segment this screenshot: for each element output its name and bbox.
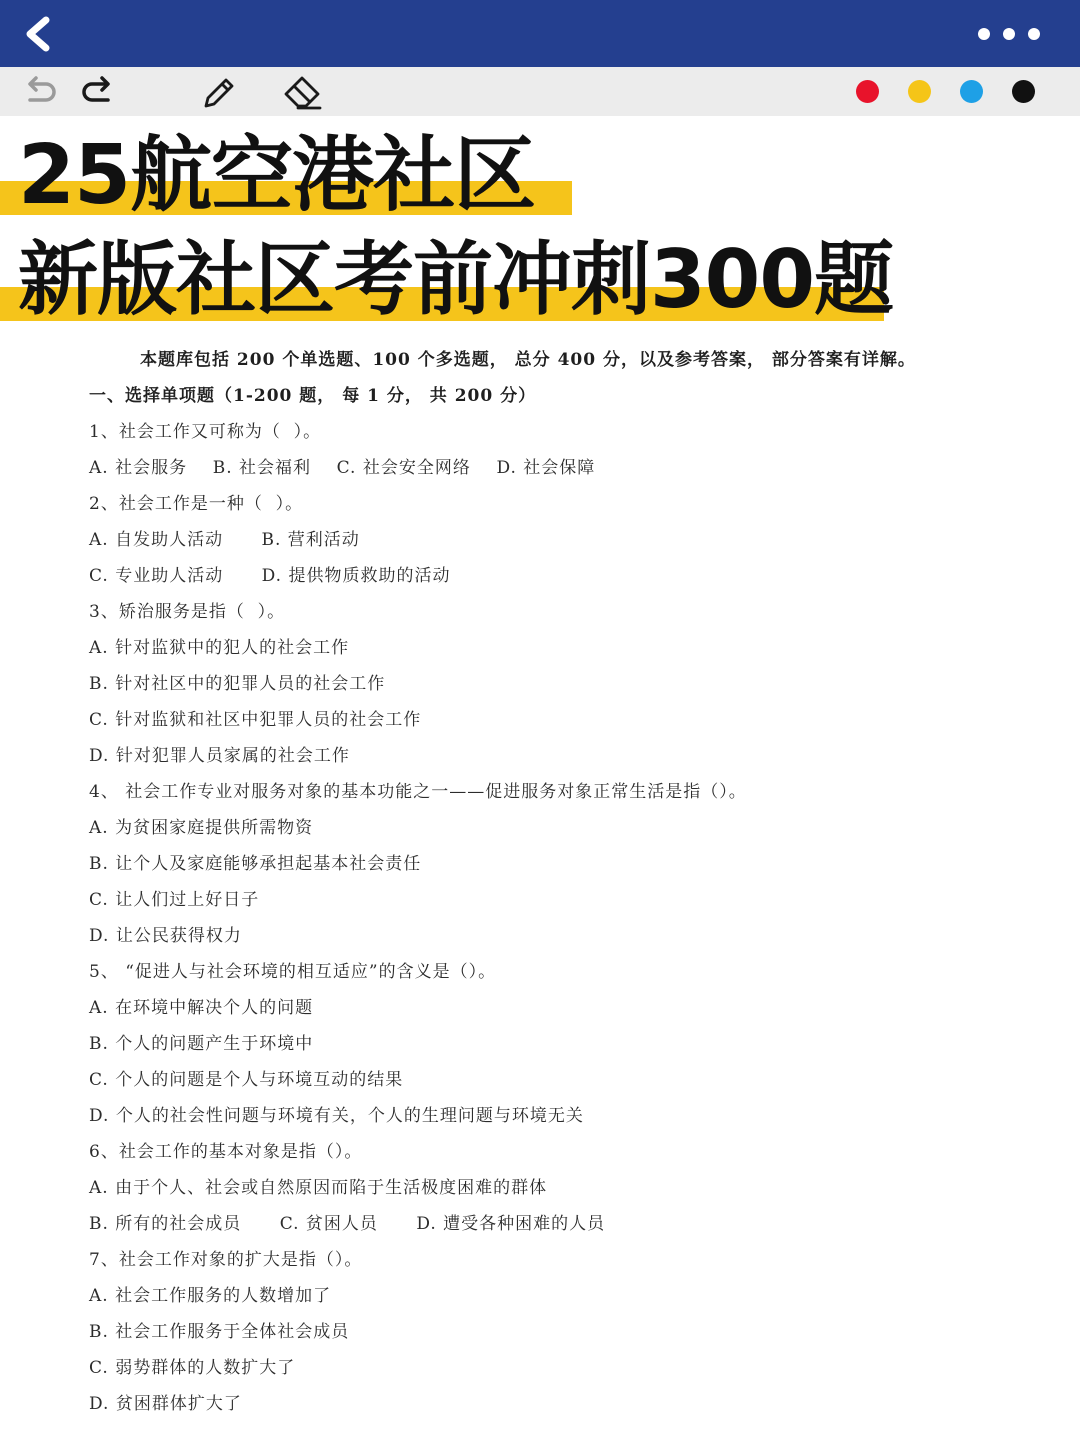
more-options-button[interactable]: [974, 20, 1044, 48]
more-dots-icon: [974, 20, 1044, 48]
intro-text: 本题库包括 200 个单选题、100 个多选题， 总分 400 分，以及参考答案， 部分答案有详解。: [140, 350, 916, 370]
color-swatch-yellow[interactable]: [908, 80, 931, 103]
color-swatch-red[interactable]: [856, 80, 879, 103]
option-line: B. 个人的问题产生于环境中: [89, 1034, 314, 1054]
color-swatch-black[interactable]: [1012, 80, 1035, 103]
option-line: A. 社会工作服务的人数增加了: [89, 1286, 332, 1306]
back-button[interactable]: [14, 10, 62, 58]
option-line: A. 由于个人、社会或自然原因而陷于生活极度困难的群体: [89, 1178, 548, 1198]
question-line: 5、 “促进人与社会环境的相互适应”的含义是（）。: [89, 962, 497, 982]
option-line: C. 弱势群体的人数扩大了: [89, 1358, 296, 1378]
color-swatch-blue[interactable]: [960, 80, 983, 103]
option-line: D. 个人的社会性问题与环境有关，个人的生理问题与环境无关: [89, 1106, 584, 1126]
question-line: 4、 社会工作专业对服务对象的基本功能之一——促进服务对象正常生活是指（）。: [89, 782, 747, 802]
question-line: 7、社会工作对象的扩大是指（）。: [89, 1250, 363, 1270]
option-line: B. 所有的社会成员 C. 贫困人员 D. 遭受各种困难的人员: [89, 1214, 606, 1234]
redo-icon: [78, 72, 118, 112]
option-line: C. 个人的问题是个人与环境互动的结果: [89, 1070, 404, 1090]
question-line: 3、矫治服务是指（ ）。: [89, 602, 286, 622]
page-title-line-1: 25航空港社区: [18, 128, 536, 223]
question-line: 1、社会工作又可称为（ ）。: [89, 422, 322, 442]
option-line: C. 针对监狱和社区中犯罪人员的社会工作: [89, 710, 422, 730]
question-line: 6、社会工作的基本对象是指（）。: [89, 1142, 363, 1162]
option-line: B. 针对社区中的犯罪人员的社会工作: [89, 674, 386, 694]
section-heading: 一、选择单项题（1-200 题， 每 1 分， 共 200 分）: [89, 386, 537, 406]
option-line: C. 专业助人活动 D. 提供物质救助的活动: [89, 566, 451, 586]
option-line: A. 自发助人活动 B. 营利活动: [89, 530, 360, 550]
question-line: 2、社会工作是一种（ ）。: [89, 494, 304, 514]
pen-tool-button[interactable]: [198, 72, 238, 112]
option-line: D. 针对犯罪人员家属的社会工作: [89, 746, 350, 766]
undo-icon: [20, 72, 60, 112]
option-line: B. 让个人及家庭能够承担起基本社会责任: [89, 854, 422, 874]
option-line: C. 让人们过上好日子: [89, 890, 260, 910]
option-line: A. 为贫困家庭提供所需物资: [89, 818, 314, 838]
option-line: D. 让公民获得权力: [89, 926, 242, 946]
eraser-tool-button[interactable]: [282, 72, 322, 112]
page-title-line-2: 新版社区考前冲刺300题: [18, 233, 893, 326]
pen-icon: [198, 72, 238, 112]
option-line: A. 在环境中解决个人的问题: [89, 998, 314, 1018]
option-line: B. 社会工作服务于全体社会成员: [89, 1322, 350, 1342]
annotation-toolbar: [0, 67, 1080, 116]
undo-button[interactable]: [20, 72, 60, 112]
option-line: D. 贫困群体扩大了: [89, 1394, 242, 1414]
redo-button[interactable]: [78, 72, 118, 112]
option-line: A. 社会服务 B. 社会福利 C. 社会安全网络 D. 社会保障: [89, 458, 596, 478]
top-app-bar: [0, 0, 1080, 67]
option-line: A. 针对监狱中的犯人的社会工作: [89, 638, 350, 658]
eraser-icon: [282, 72, 322, 112]
chevron-left-icon: [14, 10, 62, 58]
